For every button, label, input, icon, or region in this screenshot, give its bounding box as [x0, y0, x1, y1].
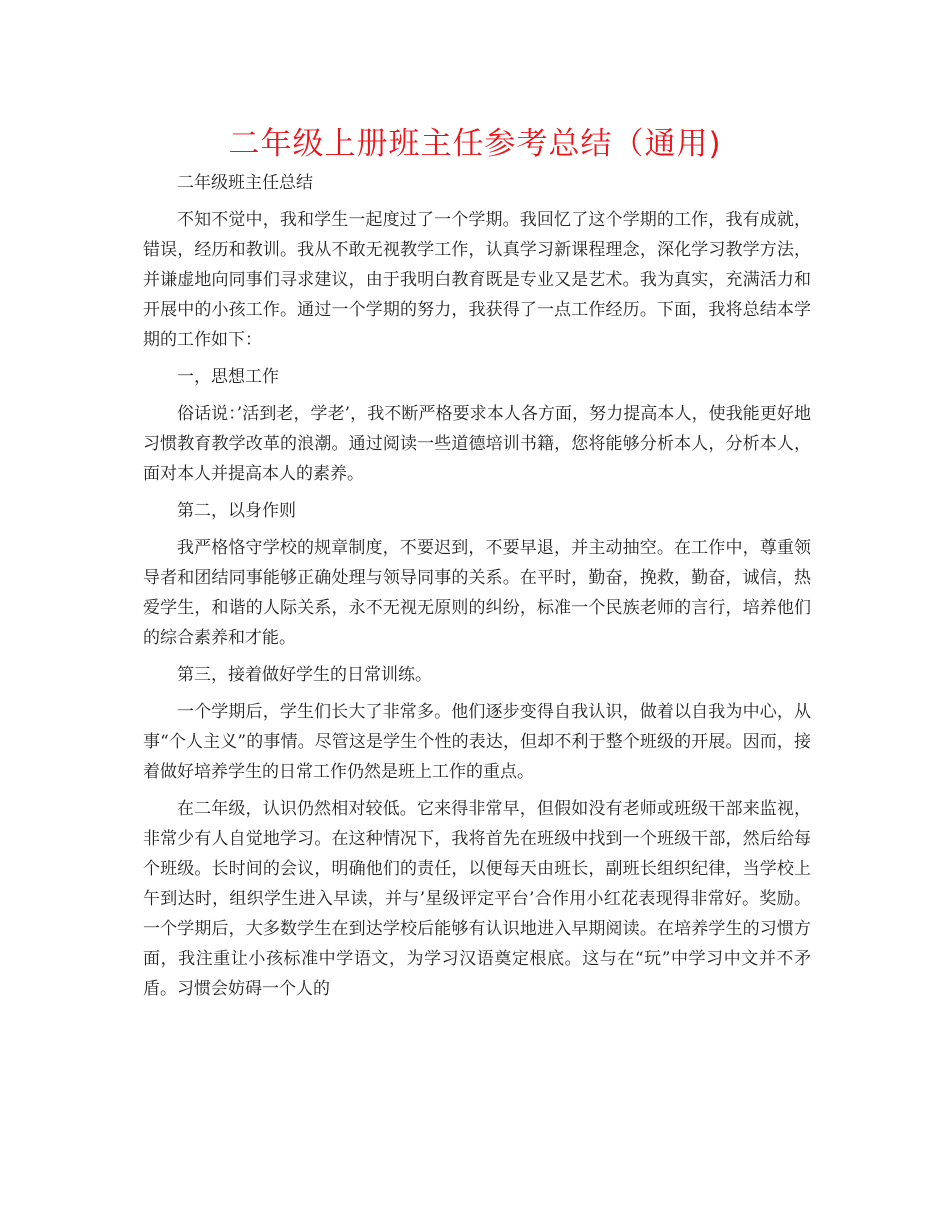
paragraph: 我严格恪守学校的规章制度，不要迟到，不要早退，并主动抽空。在工作中，尊重领导者和团结同事能够正确处理与领导同事的关系。在平时，勤奋，挽救，勤奋，诚信，热爱学生，和谐的人际关系，永不无视无原则的纠纷，标准一个民族老师的言行，培养他们的综合素养和才能。	[143, 538, 811, 648]
section-heading: 一，思想工作	[177, 367, 279, 387]
paragraph-heading: 二年级班主任总结	[177, 173, 313, 193]
document-body	[143, 168, 811, 1011]
paragraph: 一个学期后，学生们长大了非常多。他们逐步变得自我认识，做着以自我为中心，从事“个人主义”的事情。尽管这是学生个性的表达，但却不利于整个班级的开展。因而，接着做好培养学生的日常工作仍然是班上工作的重点。	[143, 702, 811, 782]
paragraph: 不知不觉中，我和学生一起度过了一个学期。我回忆了这个学期的工作，我有成就，错误，经历和教训。我从不敢无视教学工作，认真学习新课程理念，深化学习教学方法，并谦虚地向同事们寻求建议，由于我明白教育既是专业又是艺术。我为真实，充满活力和开展中的小孩工作。通过一个学期的努力，我获得了一点工作经历。下面，我将总结本学期的工作如下：	[143, 210, 811, 350]
section-heading: 第二，以身作则	[177, 501, 296, 521]
paragraph: 俗话说：’活到老，学老’，我不断严格要求本人各方面，努力提高本人，使我能更好地习惯教育教学改革的浪潮。通过阅读一些道德培训书籍，您将能够分析本人，分析本人，面对本人并提高本人的素养。	[143, 404, 811, 484]
document-title: 二年级上册班主任参考总结（通用)	[228, 126, 722, 162]
paragraph: 在二年级，认识仍然相对较低。它来得非常早，但假如没有老师或班级干部来监视，非常少有人自觉地学习。在这种情况下，我将首先在班级中找到一个班级干部，然后给每个班级。长时间的会议，明确他们的责任，以便每天由班长，副班长组织纪律，当学校上午到达时，组织学生进入早读，并与’星级评定平台’合作用小红花表现得非常好。奖励。一个学期后，大多数学生在到达学校后能够有认识地进入早期阅读。在培养学生的习惯方面，我注重让小孩标准中学语文，为学习汉语奠定根底。这与在“玩”中学习中文并不矛盾。习惯会妨碍一个人的	[143, 799, 811, 999]
section-heading: 第三，接着做好学生的日常训练。	[177, 665, 432, 685]
